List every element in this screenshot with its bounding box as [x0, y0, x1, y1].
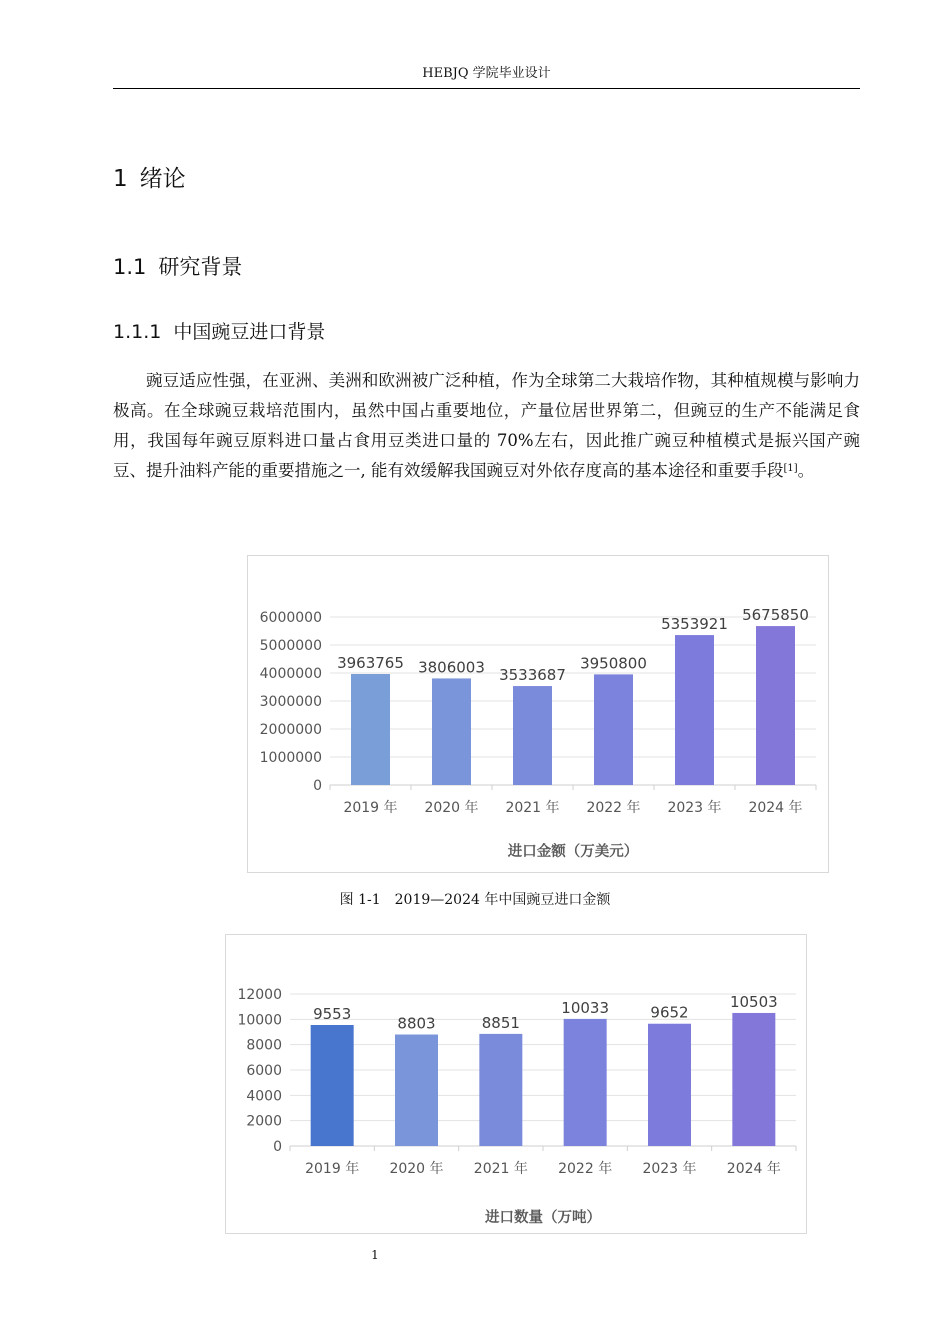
bar — [311, 1025, 354, 1146]
data-label: 10503 — [729, 992, 778, 1011]
data-label: 5353921 — [661, 615, 728, 634]
y-tick-label: 5000000 — [259, 638, 322, 654]
x-tick-label: 2019 年 — [305, 1161, 360, 1177]
section-number: 1.1 — [113, 255, 147, 279]
x-tick-label: 2020 年 — [389, 1161, 444, 1177]
data-label: 8803 — [397, 1014, 436, 1033]
page-number: 1 — [371, 1248, 379, 1262]
import-volume-chart-svg — [226, 935, 806, 1233]
bar — [432, 678, 471, 785]
x-tick-label: 2020 年 — [424, 800, 479, 816]
import-volume-chart — [225, 934, 807, 1234]
subsection-number: 1.1.1 — [113, 321, 162, 343]
axis-title: 进口金额（万美元） — [507, 844, 639, 860]
x-tick-label: 2024 年 — [748, 800, 803, 816]
data-label: 9652 — [650, 1003, 689, 1022]
bar — [351, 674, 390, 785]
citation-ref: [1] — [783, 463, 798, 474]
y-tick-label: 12000 — [237, 987, 282, 1003]
y-tick-label: 1000000 — [259, 750, 322, 766]
page-header — [113, 64, 860, 89]
x-tick-label: 2023 年 — [642, 1161, 697, 1177]
data-label: 10033 — [561, 998, 610, 1017]
body-paragraph — [113, 366, 860, 486]
y-tick-label: 3000000 — [259, 694, 322, 710]
section-heading — [113, 251, 242, 281]
bar — [479, 1034, 522, 1146]
header-title: HEBJQ 学院毕业设计 — [422, 66, 551, 81]
chapter-title: 绪论 — [139, 166, 186, 192]
x-tick-label: 2024 年 — [726, 1161, 781, 1177]
chapter-heading — [113, 160, 186, 193]
y-tick-label: 4000 — [246, 1088, 282, 1105]
import-value-chart-svg — [248, 556, 828, 872]
y-tick-label: 6000 — [246, 1063, 282, 1079]
bar — [675, 635, 714, 785]
bar — [564, 1019, 607, 1146]
y-tick-label: 2000000 — [259, 722, 322, 738]
data-label: 3963765 — [337, 654, 404, 673]
y-tick-label: 0 — [313, 778, 322, 794]
subsection-title: 中国豌豆进口背景 — [173, 321, 326, 343]
paragraph-ending: 。 — [797, 461, 815, 480]
bar — [732, 1013, 775, 1146]
y-tick-label: 10000 — [237, 1012, 282, 1029]
x-tick-label: 2021 年 — [505, 800, 560, 816]
paragraph-text: 豌豆适应性强，在亚洲、美洲和欧洲被广泛种植，作为全球第二大栽培作物，其种植规模与影响力极高。在全球豌豆栽培范围内，虽然中国占重要地位，产量位居世界第二，但豌豆的生产不能满足食用，我国每年豌豆原料进口量占食用豆类进口量的 70%左右，因此推广豌豆种植模式是振兴国产豌豆、提升油料产能的重要措施之一, 能有效缓解我国豌豆对外依存度高的基本途径和重要手段 — [113, 371, 860, 480]
bar — [395, 1034, 438, 1146]
data-label: 3950800 — [580, 654, 647, 673]
x-tick-label: 2022 年 — [586, 800, 641, 816]
bar — [648, 1024, 691, 1146]
data-label: 8851 — [481, 1013, 520, 1032]
data-label: 3806003 — [418, 658, 485, 677]
y-tick-label: 8000 — [246, 1037, 282, 1054]
data-label: 9553 — [313, 1004, 352, 1023]
y-tick-label: 0 — [273, 1139, 282, 1155]
figure-caption: 图 1-1 2019—2024 年中国豌豆进口金额 — [339, 892, 611, 908]
y-tick-label: 2000 — [246, 1113, 282, 1130]
data-label: 3533687 — [499, 666, 566, 685]
data-label: 5675850 — [742, 606, 809, 625]
y-tick-label: 4000000 — [259, 666, 322, 682]
chapter-number: 1 — [113, 166, 128, 192]
section-title: 研究背景 — [158, 255, 243, 279]
subsection-heading — [113, 317, 325, 344]
import-value-chart — [247, 555, 829, 873]
x-tick-label: 2023 年 — [667, 800, 722, 816]
bar — [756, 626, 795, 785]
bar — [594, 674, 633, 785]
x-tick-label: 2019 年 — [343, 800, 398, 816]
x-tick-label: 2022 年 — [558, 1161, 613, 1177]
x-tick-label: 2021 年 — [473, 1161, 528, 1177]
bar — [513, 686, 552, 785]
y-tick-label: 6000000 — [259, 610, 322, 626]
axis-title: 进口数量（万吨） — [485, 1210, 601, 1226]
